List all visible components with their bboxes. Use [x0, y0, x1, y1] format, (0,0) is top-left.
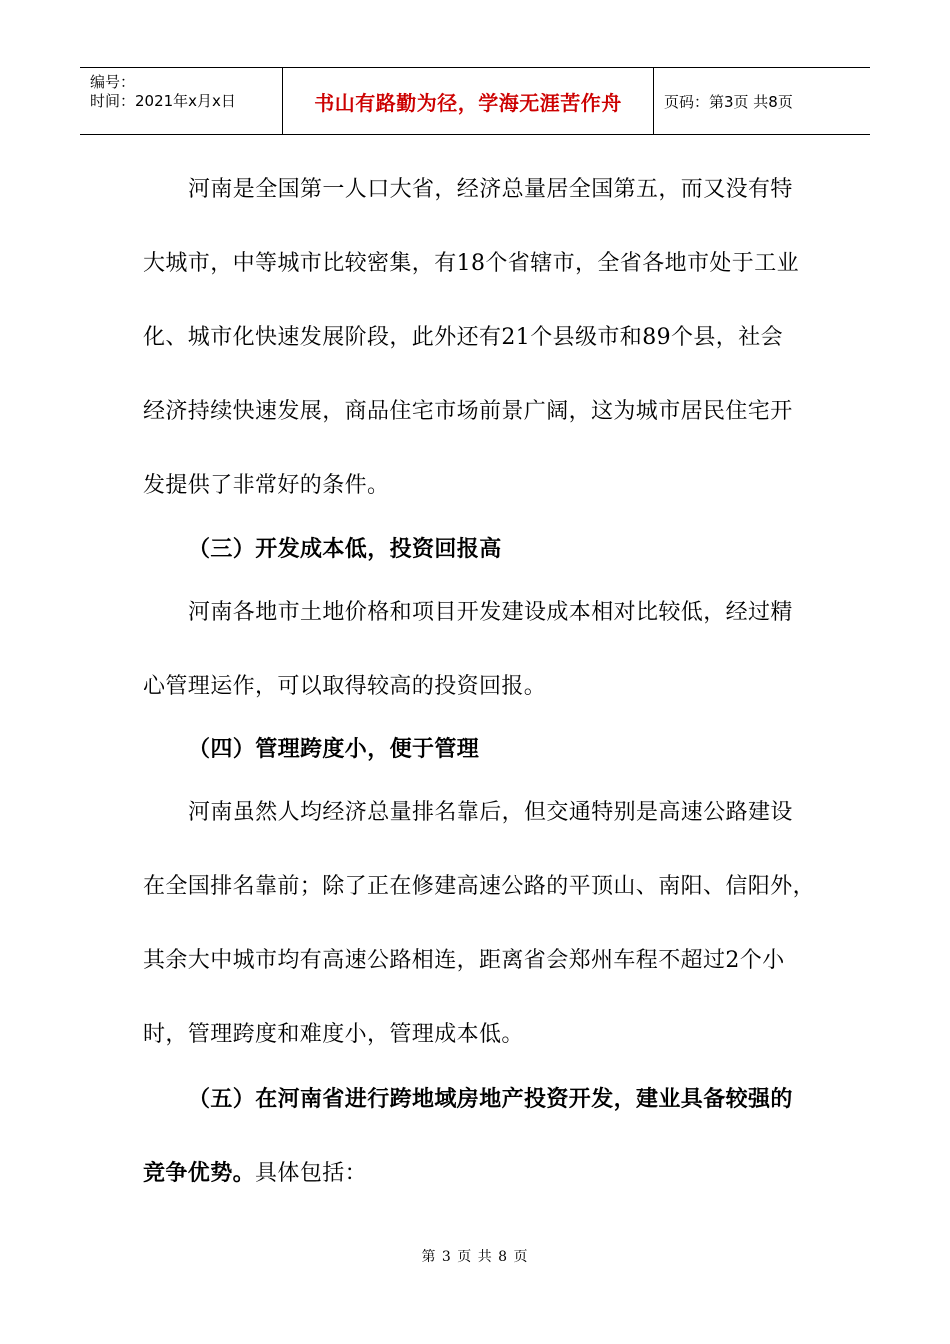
- section-heading-3: （三）开发成本低，投资回报高: [188, 536, 502, 562]
- paragraph-line: 大城市，中等城市比较密集，有18个省辖市，全省各地市处于工业: [143, 251, 799, 276]
- paragraph-line: 河南虽然人均经济总量排名靠后，但交通特别是高速公路建设: [188, 800, 793, 825]
- page-footer: 第 3 页 共 8 页: [421, 1249, 529, 1265]
- section-heading-5: （五）在河南省进行跨地域房地产投资开发，建业具备较强的: [188, 1086, 793, 1112]
- paragraph-line: 河南各地市土地价格和项目开发建设成本相对比较低，经过精: [188, 600, 793, 625]
- paragraph-line: 其余大中城市均有高速公路相连，距离省会郑州车程不超过2个小: [143, 948, 785, 973]
- header-motto: 书山有路勤为径，学海无涯苦作舟: [283, 68, 654, 134]
- heading-bold-text: 竞争优势。: [143, 1160, 256, 1186]
- heading-plain-text: 具体包括：: [255, 1161, 368, 1186]
- paragraph-line: 经济持续快速发展，商品住宅市场前景广阔，这为城市居民住宅开: [143, 399, 793, 424]
- section-heading-4: （四）管理跨度小，便于管理: [188, 736, 480, 762]
- paragraph-line: 化、城市化快速发展阶段，此外还有21个县级市和89个县，社会: [143, 325, 783, 350]
- paragraph-line: 在全国排名靠前；除了正在修建高速公路的平顶山、南阳、信阳外，: [143, 874, 816, 899]
- paragraph-line: 心管理运作，可以取得较高的投资回报。: [143, 674, 547, 699]
- page-header: [80, 67, 870, 135]
- document-date-label: 时间：2021年x月x日: [90, 92, 236, 110]
- paragraph-line: 河南是全国第一人口大省，经济总量居全国第五，而又没有特: [188, 177, 793, 202]
- paragraph-line: 发提供了非常好的条件。: [143, 473, 390, 498]
- header-page-info: 页码：第3页 共8页: [664, 92, 793, 111]
- section-heading-5-continued: [143, 1156, 367, 1187]
- document-number-label: 编号：: [90, 73, 136, 91]
- paragraph-line: 时，管理跨度和难度小，管理成本低。: [143, 1022, 524, 1047]
- header-meta: [80, 68, 283, 134]
